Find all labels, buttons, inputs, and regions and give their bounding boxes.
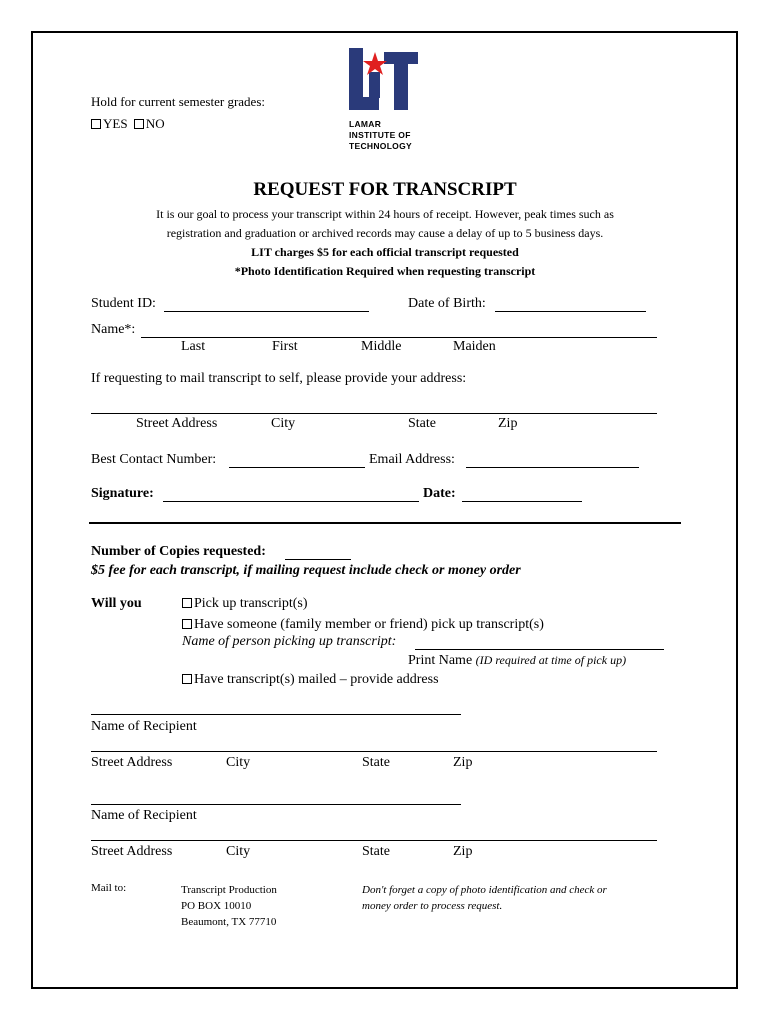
logo-line-1: LAMAR [349,119,382,129]
date-label: Date: [423,486,456,501]
recipient-1-name-field[interactable] [91,714,461,715]
pickup-checkbox[interactable] [182,598,192,608]
photo-id-note: *Photo Identification Required when requesting transcript [234,264,536,278]
address-part-city: City [271,416,296,431]
recipient-2-street: Street Address [91,844,173,859]
hold-label: Hold for current semester grades: [91,94,265,109]
address-part-zip: Zip [498,416,518,431]
section-divider [89,522,681,524]
email-field[interactable] [466,467,639,468]
name-part-last: Last [181,339,206,354]
someone-checkbox[interactable] [182,619,192,629]
mail-note-line-1: Don't forget a copy of photo identification and check or [362,884,607,896]
mail-address-line-3: Beaumont, TX 77710 [181,916,277,928]
recipient-1-zip: Zip [453,755,473,770]
name-part-maiden: Maiden [453,339,496,354]
dob-label: Date of Birth: [408,296,486,311]
mail-note [362,882,607,914]
recipient-2-zip: Zip [453,844,473,859]
person-name-field[interactable] [415,649,664,650]
mailed-label: Have transcript(s) mailed – provide address [194,672,439,687]
contact-label: Best Contact Number: [91,452,217,467]
name-part-first: First [272,339,298,354]
logo-wordmark [349,119,412,152]
option-pickup[interactable] [182,596,308,612]
signature-label: Signature: [91,486,154,501]
student-id-label: Student ID: [91,296,156,311]
pickup-label: Pick up transcript(s) [194,596,308,611]
recipient-2-city: City [226,844,251,859]
recipient-2-address-field[interactable] [91,840,657,841]
person-name-label: Name of person picking up transcript: [182,634,397,649]
logo-line-2: INSTITUTE OF [349,130,411,140]
mailed-checkbox[interactable] [182,674,192,684]
mail-to-label: Mail to: [91,882,127,894]
hold-options [91,116,165,132]
hold-no-label: NO [145,116,165,131]
option-someone[interactable] [182,617,544,633]
address-prompt: If requesting to mail transcript to self, please provide your address: [91,371,467,386]
hold-no-checkbox[interactable] [134,119,144,129]
recipient-1-city: City [226,755,251,770]
print-name-note: (ID required at time of pick up) [475,653,627,667]
date-field[interactable] [462,501,582,502]
copies-label: Number of Copies requested: [91,544,266,559]
name-label: Name*: [91,322,136,337]
hold-yes-label: YES [103,116,128,131]
signature-field[interactable] [163,501,419,502]
mail-address-line-2: PO BOX 10010 [181,900,252,912]
recipient-2-name-field[interactable] [91,804,461,805]
student-id-field[interactable] [164,311,369,312]
intro-line-1: It is our goal to process your transcript within 24 hours of receipt. However, peak times such as [156,207,614,221]
hold-yes-checkbox[interactable] [91,119,101,129]
dob-field[interactable] [495,311,646,312]
print-name-row [408,653,626,669]
someone-label: Have someone (family member or friend) pick up transcript(s) [194,617,544,632]
contact-field[interactable] [229,467,365,468]
email-label: Email Address: [369,452,455,467]
recipient-1-state: State [362,755,390,770]
fee-note: $5 fee for each transcript, if mailing request include check or money order [91,563,521,578]
mail-note-line-2: money order to process request. [362,900,503,912]
print-name-label: Print Name [408,653,473,668]
address-part-street: Street Address [136,416,218,431]
mail-address [181,882,277,930]
intro-line-2: registration and graduation or archived records may cause a delay of up to 5 business days. [166,226,604,240]
name-part-middle: Middle [361,339,402,354]
will-you-label: Will you [91,596,142,611]
self-address-field[interactable] [91,413,657,414]
lit-logo-mark [346,48,420,112]
copies-field[interactable] [285,559,351,560]
recipient-1-street: Street Address [91,755,173,770]
name-field[interactable] [141,337,657,338]
recipient-1-address-field[interactable] [91,751,657,752]
recipient-2-name-label: Name of Recipient [91,808,197,823]
recipient-1-name-label: Name of Recipient [91,719,197,734]
charge-note: LIT charges $5 for each official transcript requested [251,245,519,259]
recipient-2-state: State [362,844,390,859]
logo-line-3: TECHNOLOGY [349,141,412,151]
address-part-state: State [408,416,436,431]
lit-logo [346,48,420,112]
option-mailed[interactable] [182,672,439,688]
page-title: REQUEST FOR TRANSCRIPT [253,179,517,200]
mail-address-line-1: Transcript Production [181,884,277,896]
